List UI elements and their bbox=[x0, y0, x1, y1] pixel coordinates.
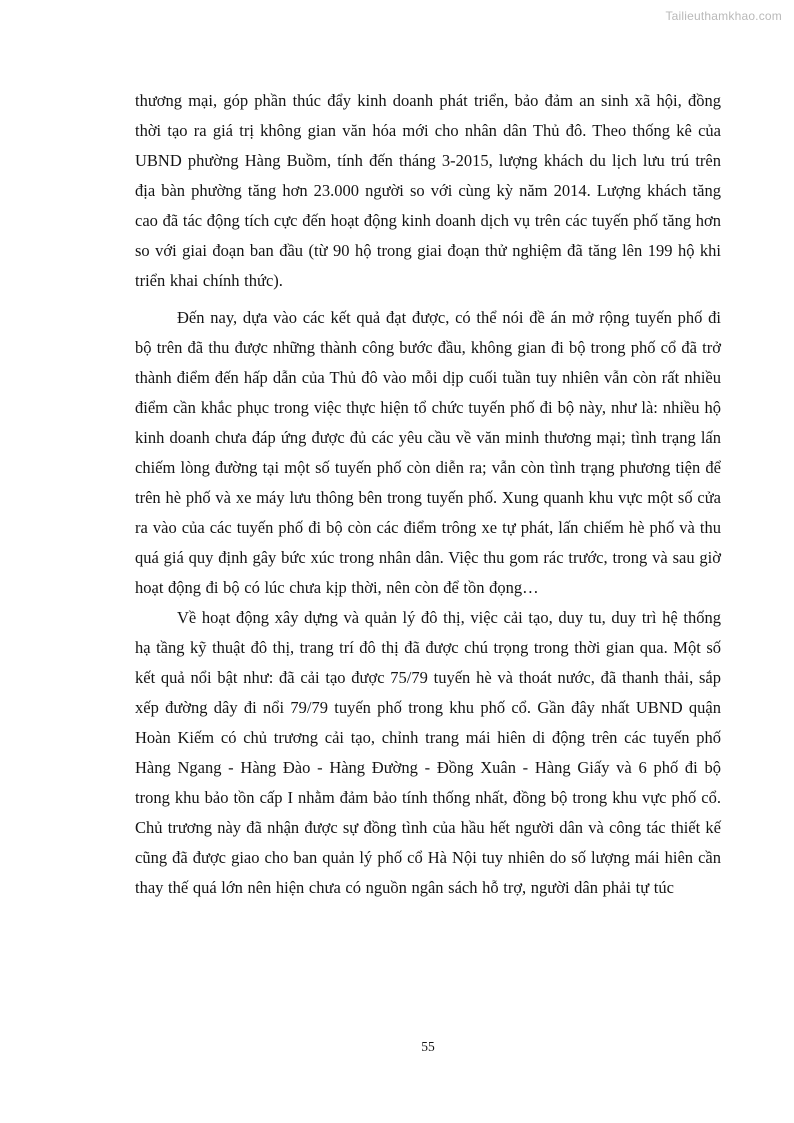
body-paragraph-2: Đến nay, dựa vào các kết quả đạt được, có thể nói đề án mở rộng tuyến phố đi bộ trên đã thu được những thành công bước đầu, không gian đi bộ trong phố cổ đã trở thành điểm đến hấp dẫn của Thủ đô vào mỗi dịp cuối tuần tuy nhiên vẫn còn rất nhiều điểm cần khắc phục trong việc thực hiện tổ chức tuyến phố đi bộ này, như là: nhiều hộ kinh doanh chưa đáp ứng được đủ các yêu cầu về văn minh thương mại; tình trạng lấn chiếm lòng đường tại một số tuyến phố còn diễn ra; vẫn còn tình trạng phương tiện để trên hè phố và xe máy lưu thông bên trong tuyến phố. Xung quanh khu vực một số cửa ra vào của các tuyến phố đi bộ còn các điểm trông xe tự phát, lấn chiếm hè phố và thu quá giá quy định gây bức xúc trong nhân dân. Việc thu gom rác trước, trong và sau giờ hoạt động đi bộ có lúc chưa kịp thời, nên còn để tồn đọng… bbox=[135, 308, 721, 597]
body-paragraph-3: Về hoạt động xây dựng và quản lý đô thị, việc cải tạo, duy tu, duy trì hệ thống hạ tầng kỹ thuật đô thị, trang trí đô thị đã được chú trọng trong thời gian qua. Một số kết quả nổi bật như: đã cải tạo được 75/79 tuyến hè và thoát nước, đã thanh thải, sắp xếp đường dây đi nổi 79/79 tuyến phố trong khu phố cổ. Gần đây nhất UBND quận Hoàn Kiếm có chủ trương cải tạo, chỉnh trang mái hiên di động trên các tuyến phố Hàng Ngang - Hàng Đào - Hàng Đường - Đồng Xuân - Hàng Giấy và 6 phố đi bộ trong khu bảo tồn cấp I nhằm đảm bảo tính thống nhất, đồng bộ trong khu vực phố cổ. Chủ trương này đã nhận được sự đồng tình của hầu hết người dân và công tác thiết kế cũng đã được giao cho ban quản lý phố cổ Hà Nội tuy nhiên do số lượng mái hiên cần thay thế quá lớn nên hiện chưa có nguồn ngân sách hỗ trợ, người dân phải tự túc bbox=[135, 608, 721, 897]
page-number: 55 bbox=[421, 1039, 435, 1054]
page-content bbox=[135, 86, 721, 903]
watermark-text: Tailieuthamkhao.com bbox=[665, 9, 782, 23]
body-paragraph-1: thương mại, góp phần thúc đẩy kinh doanh phát triển, bảo đảm an sinh xã hội, đồng thời tạo ra giá trị không gian văn hóa mới cho nhân dân Thủ đô. Theo thống kê của UBND phường Hàng Buồm, tính đến tháng 3-2015, lượng khách du lịch lưu trú trên địa bàn phường tăng hơn 23.000 người so với cùng kỳ năm 2014. Lượng khách tăng cao đã tác động tích cực đến hoạt động kinh doanh dịch vụ trên các tuyến phố tăng hơn so với giai đoạn ban đầu (từ 90 hộ trong giai đoạn thử nghiệm đã tăng lên 199 hộ khi triển khai chính thức). bbox=[135, 91, 721, 290]
